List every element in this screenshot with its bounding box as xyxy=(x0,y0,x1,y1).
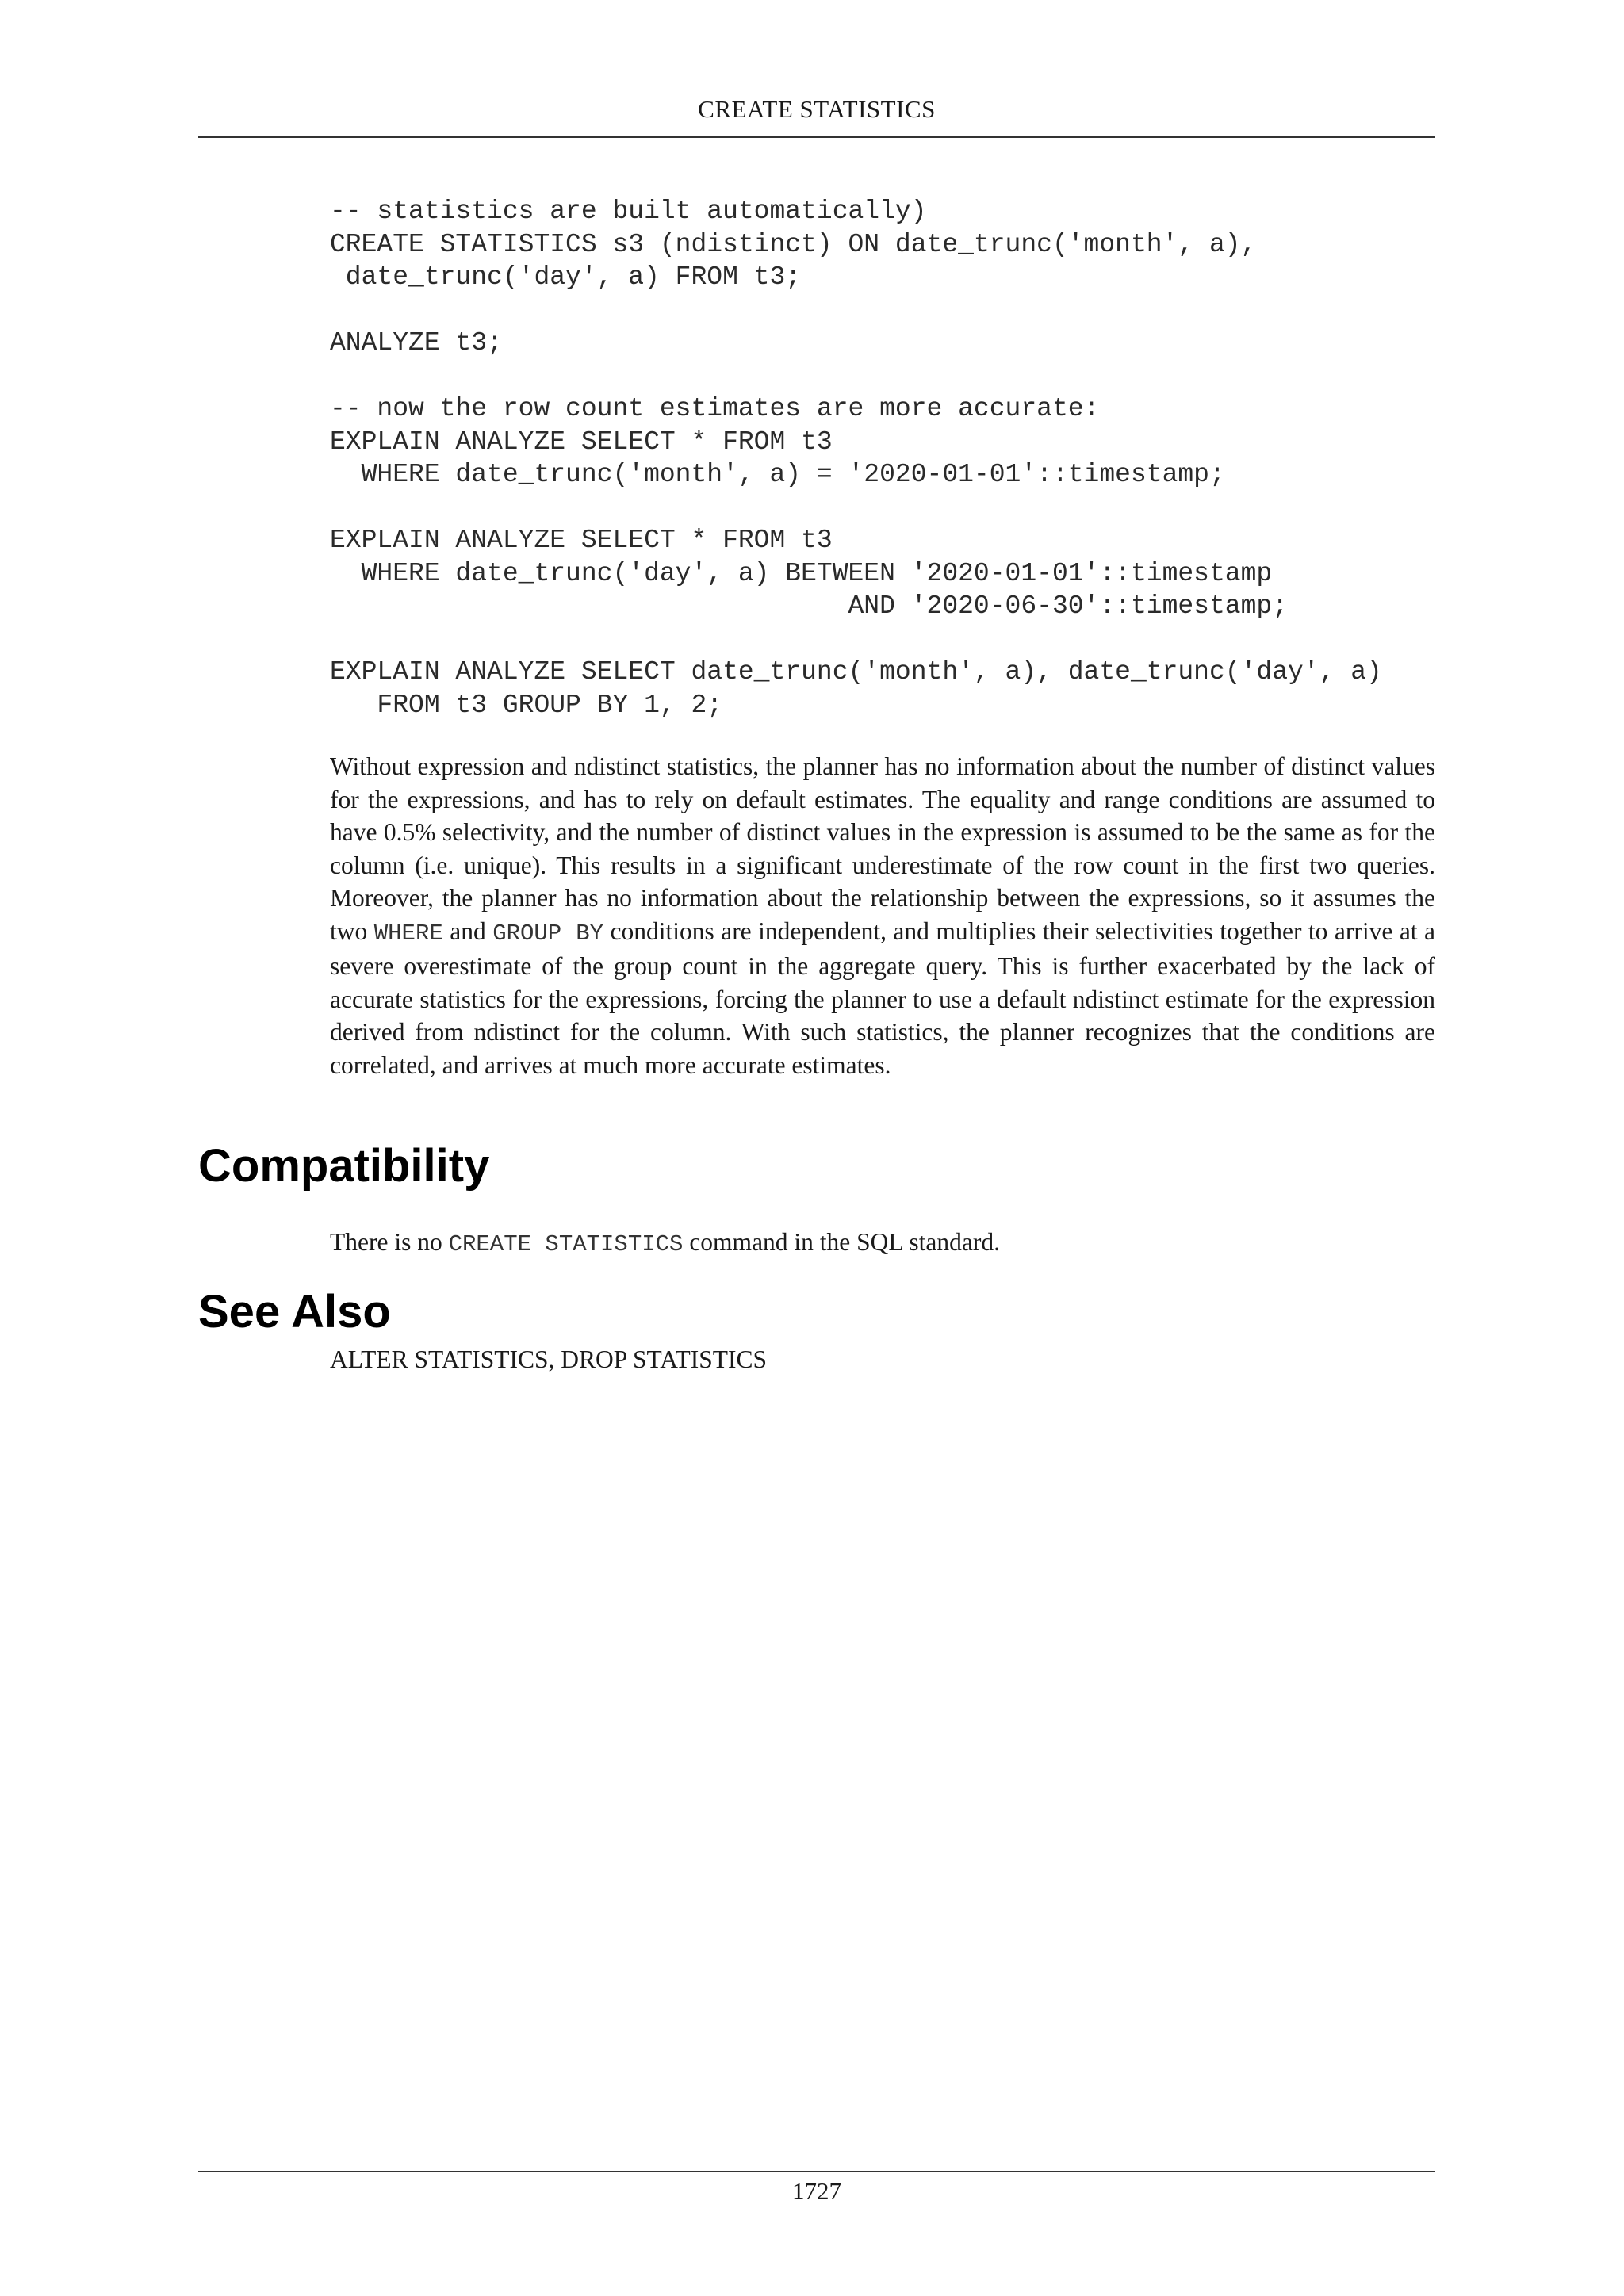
compatibility-heading: Compatibility xyxy=(198,1140,490,1192)
explanation-text-3: conditions are independent, and multiplies their selectivities together to arrive at a severe overestimate of the group count in the aggregate query. This is further exacerbated by the lack of accurate statistics for the expressions, forcing the planner to use a default ndistinct estimate for the expression derived from ndistinct for the column. With such statistics, the planner recognizes that the conditions are correlated, and arrives at much more accurate estimates. xyxy=(330,916,1436,1079)
page-number: 1727 xyxy=(792,2177,841,2205)
explanation-text-1: Without expression and ndistinct statistics, the planner has no information about the number of distinct values for the expressions, and has to rely on default estimates. The equality and range conditions are assumed to have 0.5% selectivity, and the number of distinct values in the expression is assumed to be the same as for the column (i.e. unique). This results in a significant underestimate of the row count in the first two queries. Moreover, the planner has no information about the relationship between the expressions, so it assumes the two xyxy=(330,752,1435,945)
explanation-paragraph xyxy=(330,750,1435,1081)
compatibility-text-after: command in the SQL standard. xyxy=(683,1228,1000,1256)
see-also-heading: See Also xyxy=(198,1286,391,1337)
see-also-link-drop-statistics[interactable]: DROP STATISTICS xyxy=(561,1345,767,1373)
see-also-link-alter-statistics[interactable]: ALTER STATISTICS xyxy=(330,1345,549,1373)
inline-code-create-statistics: CREATE STATISTICS xyxy=(448,1231,684,1257)
code-example: -- statistics are built automatically) CREATE STATISTICS s3 (ndistinct) ON date_trunc('month', a), date_trunc('day', a) FROM t3; ANALYZE t3; -- now the row count estimates are more accurate: EXPLAIN ANALYZE SELECT * FROM t3 WHERE date_trunc('month', a) = '2020-01-01'::timestamp; EXPLAIN ANALYZE SELECT * FROM t3 WHERE date_trunc('day', a) BETWEEN '2020-01-01'::timestamp AND '2020-06-30'::timestamp; EXPLAIN ANALYZE SELECT date_trunc('month', a), date_trunc('day', a) FROM t3 GROUP BY 1, 2; xyxy=(330,197,1382,720)
compatibility-text-before: There is no xyxy=(330,1228,449,1256)
explanation-text-2: and xyxy=(442,916,493,945)
header-divider xyxy=(198,136,1435,138)
see-also-paragraph xyxy=(330,1343,767,1376)
footer-divider xyxy=(198,2171,1435,2172)
compatibility-paragraph xyxy=(330,1226,1000,1261)
inline-code-where: WHERE xyxy=(373,920,443,947)
running-header: CREATE STATISTICS xyxy=(698,95,936,123)
see-also-separator: , xyxy=(548,1345,561,1373)
inline-code-group-by: GROUP BY xyxy=(492,920,604,947)
